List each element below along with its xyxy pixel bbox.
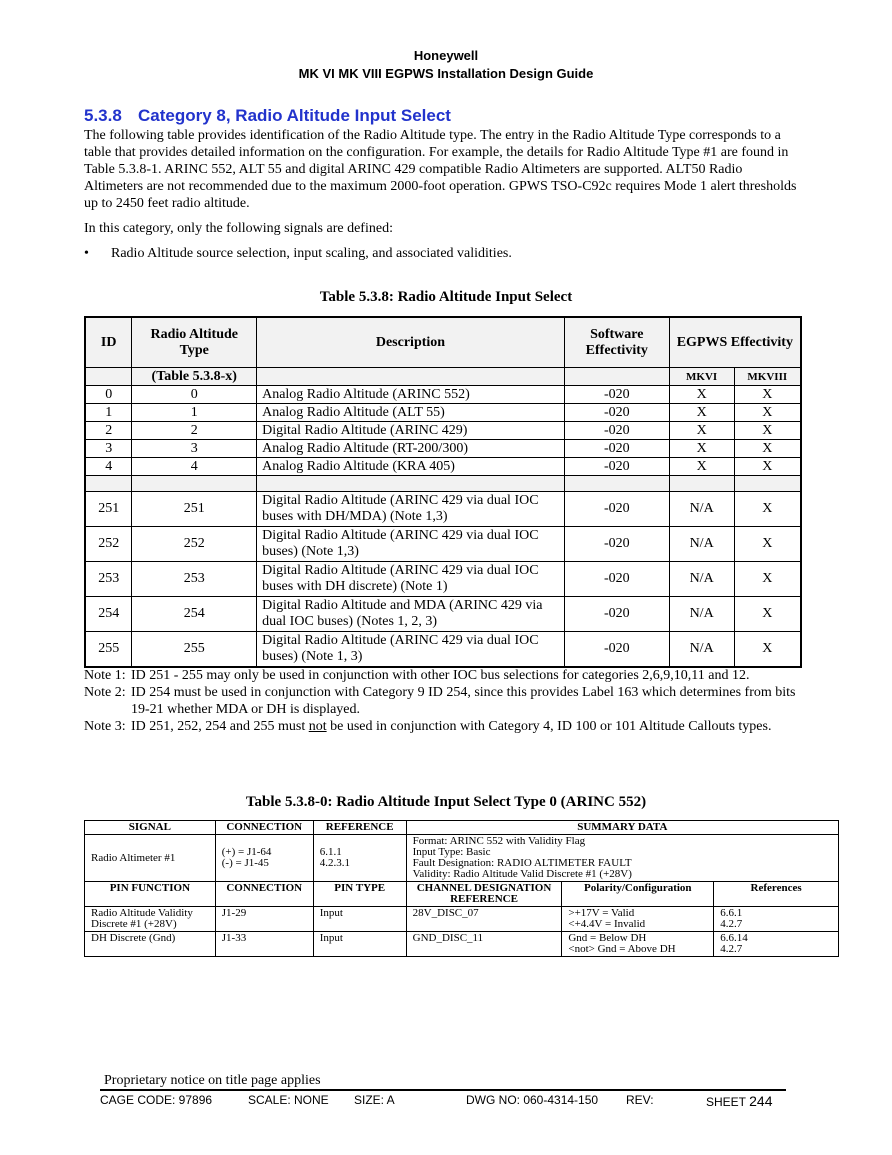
col-type-sub: (Table 5.3.8-x) xyxy=(132,368,257,386)
note-label: Note 3: xyxy=(84,719,126,734)
cell-mkvi: N/A xyxy=(669,597,734,632)
t2-pin-row: Radio Altitude Validity Discrete #1 (+28V) J1-29 Input 28V_DISC_07 >+17V = Valid <+4.4V = Invalid 6.6.1 4.2.7 xyxy=(85,907,839,932)
t2-pin-row: DH Discrete (Gnd) J1-33 Input GND_DISC_11 Gnd = Below DH <not> Gnd = Above DH 6.6.14 4.2.7 xyxy=(85,932,839,957)
cell-type: 255 xyxy=(132,632,257,668)
cell-description: Digital Radio Altitude (ARINC 429 via dual IOC buses) (Note 1,3) xyxy=(257,527,565,562)
col-description-sub xyxy=(257,368,565,386)
cell-mkvi: X xyxy=(669,422,734,440)
cell-description: Digital Radio Altitude and MDA (ARINC 429 via dual IOC buses) (Notes 1, 2, 3) xyxy=(257,597,565,632)
cell-mkviii: X xyxy=(734,632,801,668)
category-paragraph: In this category, only the following signals are defined: xyxy=(84,221,393,236)
col-description: Description xyxy=(257,317,565,368)
cell-id: 2 xyxy=(85,422,132,440)
note-text: ID 254 must be used in conjunction with Category 9 ID 254, since this provides Label 163 which determines from bits 19-21 whether MDA or DH is displayed. xyxy=(131,685,796,717)
cell-type: 252 xyxy=(132,527,257,562)
cell-id: 1 xyxy=(85,404,132,422)
underlined-not: not xyxy=(308,719,327,734)
revision: REV: xyxy=(626,1093,654,1107)
table-row xyxy=(85,527,801,562)
radio-altitude-table xyxy=(84,316,802,668)
t2-col-pin-function: PIN FUNCTION xyxy=(85,882,216,907)
col-mkviii: MKVIII xyxy=(734,368,801,386)
cell-id: 252 xyxy=(85,527,132,562)
bullet-text: Radio Altitude source selection, input scaling, and associated validities. xyxy=(111,246,512,261)
t2-col-connection2: CONNECTION xyxy=(215,882,313,907)
table-row xyxy=(85,597,801,632)
cell-type: 1 xyxy=(132,404,257,422)
cell-mkvi: N/A xyxy=(669,492,734,527)
t2-col-signal: SIGNAL xyxy=(85,821,216,835)
proprietary-notice: Proprietary notice on title page applies xyxy=(104,1073,321,1088)
cell-id: 251 xyxy=(85,492,132,527)
t2-col-channel: CHANNEL DESIGNATION REFERENCE xyxy=(406,882,562,907)
note-1 xyxy=(84,667,804,684)
col-egpws: EGPWS Effectivity xyxy=(669,317,801,368)
cell-type: 0 xyxy=(132,386,257,404)
note-2 xyxy=(84,684,804,718)
t2-col-polarity: Polarity/Configuration xyxy=(562,882,714,907)
footer-rule xyxy=(100,1089,786,1091)
table-row xyxy=(85,632,801,668)
cell-mkvi: X xyxy=(669,458,734,476)
cell-type: 4 xyxy=(132,458,257,476)
section-number: 5.3.8 xyxy=(84,106,122,125)
col-mkvi: MKVI xyxy=(669,368,734,386)
cell-id: 254 xyxy=(85,597,132,632)
note-label: Note 2: xyxy=(84,685,126,700)
intro-paragraph: The following table provides identification of the Radio Altitude type. The entry in the Radio Altitude Type corresponds to a table that provides detailed information on the configuration. For example, the details for Radio Altitude Type #1 are found in Table 5.3.8-1. ARINC 552, ALT 55 and digital ARINC 429 compatible Radio Altimeters are supported. ALT50 Radio Altimeters are not recommended due to the maximum 2000-foot operation. GPWS TSO-C92c requires Mode 1 alert thresholds up to 2450 feet radio altitude. xyxy=(84,128,797,211)
cell-mkvi: N/A xyxy=(669,632,734,668)
cell-type: 254 xyxy=(132,597,257,632)
cell-id: 253 xyxy=(85,562,132,597)
cell-mkviii: X xyxy=(734,562,801,597)
table1-caption: Table 5.3.8: Radio Altitude Input Select xyxy=(319,289,573,305)
cell-description: Analog Radio Altitude (ALT 55) xyxy=(257,404,565,422)
section-heading xyxy=(84,106,451,126)
cell-description: Digital Radio Altitude (ARINC 429 via dual IOC buses with DH/MDA) (Note 1,3) xyxy=(257,492,565,527)
cell-description: Analog Radio Altitude (RT-200/300) xyxy=(257,440,565,458)
t2-col-references: References xyxy=(714,882,839,907)
t2-col-reference: REFERENCE xyxy=(313,821,406,835)
cell-description: Analog Radio Altitude (ARINC 552) xyxy=(257,386,565,404)
note-label: Note 1: xyxy=(84,668,126,683)
cell-software: -020 xyxy=(564,440,669,458)
cell-type: 251 xyxy=(132,492,257,527)
cell-type: 2 xyxy=(132,422,257,440)
t2-summary: Format: ARINC 552 with Validity Flag Input Type: Basic Fault Designation: RADIO ALTIMETER FAULT Validity: Radio Altitude Valid Discrete #1 (+28V) xyxy=(406,835,838,882)
cell-type: 3 xyxy=(132,440,257,458)
cell-software: -020 xyxy=(564,492,669,527)
cell-description: Analog Radio Altitude (KRA 405) xyxy=(257,458,565,476)
cell-mkviii: X xyxy=(734,597,801,632)
cell-mkviii: X xyxy=(734,527,801,562)
bullet-item xyxy=(84,246,512,262)
col-id: ID xyxy=(85,317,132,368)
note-text: ID 251, 252, 254 and 255 must not be used in conjunction with Category 4, ID 100 or 101 Altitude Callouts types. xyxy=(131,719,772,734)
cell-software: -020 xyxy=(564,386,669,404)
table-gap-row xyxy=(85,476,801,492)
cell-id: 3 xyxy=(85,440,132,458)
cell-description: Digital Radio Altitude (ARINC 429 via dual IOC buses) (Note 1, 3) xyxy=(257,632,565,668)
table-row xyxy=(85,422,801,440)
cell-mkvi: X xyxy=(669,386,734,404)
cell-software: -020 xyxy=(564,527,669,562)
t2-connection: (+) = J1-64 (-) = J1-45 xyxy=(215,835,313,882)
cell-mkvi: X xyxy=(669,404,734,422)
drawing-number: DWG NO: 060-4314-150 xyxy=(466,1093,599,1107)
cell-software: -020 xyxy=(564,422,669,440)
cell-id: 0 xyxy=(85,386,132,404)
cell-mkvi: N/A xyxy=(669,527,734,562)
cell-mkviii: X xyxy=(734,440,801,458)
col-software-sub xyxy=(564,368,669,386)
cell-description: Digital Radio Altitude (ARINC 429 via dual IOC buses with DH discrete) (Note 1) xyxy=(257,562,565,597)
cell-software: -020 xyxy=(564,562,669,597)
t2-col-pin-type: PIN TYPE xyxy=(313,882,406,907)
cell-mkvi: X xyxy=(669,440,734,458)
cell-mkviii: X xyxy=(734,422,801,440)
table-row xyxy=(85,404,801,422)
header-title: MK VI MK VIII EGPWS Installation Design Guide xyxy=(298,66,594,81)
cell-mkvi: N/A xyxy=(669,562,734,597)
cage-code: CAGE CODE: 97896 xyxy=(100,1093,213,1107)
cell-mkviii: X xyxy=(734,492,801,527)
cell-mkviii: X xyxy=(734,386,801,404)
table-row xyxy=(85,458,801,476)
cell-description: Digital Radio Altitude (ARINC 429) xyxy=(257,422,565,440)
header-company: Honeywell xyxy=(413,48,479,63)
t2-reference: 6.1.1 4.2.3.1 xyxy=(313,835,406,882)
cell-software: -020 xyxy=(564,404,669,422)
cell-software: -020 xyxy=(564,458,669,476)
cell-id: 255 xyxy=(85,632,132,668)
sheet: SHEET 244 xyxy=(706,1093,773,1109)
table-row xyxy=(85,492,801,527)
col-id-sub xyxy=(85,368,132,386)
bullet-mark: • xyxy=(84,246,89,261)
sheet-number: 244 xyxy=(749,1093,773,1109)
col-software: Software Effectivity xyxy=(564,317,669,368)
cell-type: 253 xyxy=(132,562,257,597)
cell-software: -020 xyxy=(564,597,669,632)
notes xyxy=(84,667,804,735)
t2-col-connection: CONNECTION xyxy=(215,821,313,835)
section-title: Category 8, Radio Altitude Input Select xyxy=(138,106,451,125)
t2-col-summary: SUMMARY DATA xyxy=(406,821,838,835)
t2-signal: Radio Altimeter #1 xyxy=(85,835,216,882)
table2-caption: Table 5.3.8-0: Radio Altitude Input Select Type 0 (ARINC 552) xyxy=(245,794,647,810)
scale: SCALE: NONE xyxy=(248,1093,329,1107)
cell-software: -020 xyxy=(564,632,669,668)
cell-mkviii: X xyxy=(734,404,801,422)
cell-id: 4 xyxy=(85,458,132,476)
table-row xyxy=(85,440,801,458)
table-row xyxy=(85,386,801,404)
size: SIZE: A xyxy=(354,1093,395,1107)
type0-table xyxy=(84,820,839,957)
cell-mkviii: X xyxy=(734,458,801,476)
note-text: ID 251 - 255 may only be used in conjunction with other IOC bus selections for categories 2,6,9,10,11 and 12. xyxy=(131,668,750,683)
table-row xyxy=(85,562,801,597)
col-type: Radio Altitude Type xyxy=(132,317,257,368)
note-3 xyxy=(84,718,804,735)
